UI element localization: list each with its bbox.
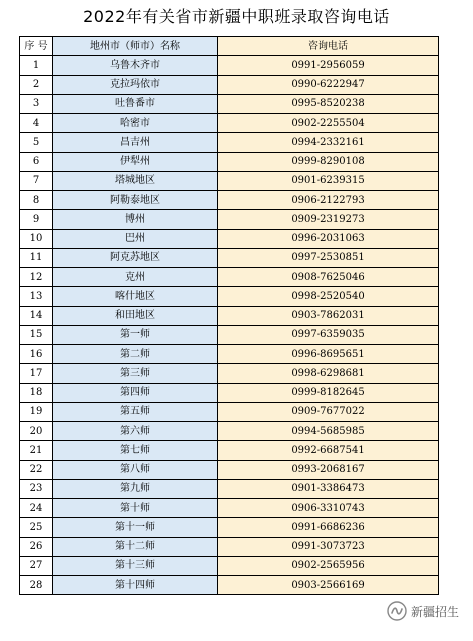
- row-no: 17: [20, 364, 53, 383]
- header-no: 序 号: [20, 37, 53, 56]
- row-no: 15: [20, 325, 53, 344]
- row-phone: 0996-8695651: [218, 345, 439, 364]
- table-row: [20, 287, 439, 306]
- table-row: [20, 345, 439, 364]
- table-row: [20, 75, 439, 94]
- row-region: 第四师: [53, 383, 218, 402]
- row-region: 第九师: [53, 479, 218, 498]
- row-phone: 0997-2530851: [218, 248, 439, 267]
- row-no: 8: [20, 191, 53, 210]
- row-no: 11: [20, 248, 53, 267]
- row-region: 伊犁州: [53, 152, 218, 171]
- row-region: 博州: [53, 210, 218, 229]
- row-no: 12: [20, 268, 53, 287]
- row-region: 第七师: [53, 441, 218, 460]
- row-phone: 0993-2068167: [218, 460, 439, 479]
- row-no: 22: [20, 460, 53, 479]
- table-row: [20, 56, 439, 75]
- row-phone: 0909-7677022: [218, 402, 439, 421]
- row-region: 阿勒泰地区: [53, 191, 218, 210]
- row-region: 吐鲁番市: [53, 94, 218, 113]
- row-no: 13: [20, 287, 53, 306]
- table-row: [20, 402, 439, 421]
- row-region: 克拉玛依市: [53, 75, 218, 94]
- row-no: 24: [20, 499, 53, 518]
- row-region: 第十师: [53, 499, 218, 518]
- table-row: [20, 133, 439, 152]
- row-no: 9: [20, 210, 53, 229]
- table-row: [20, 306, 439, 325]
- table-row: [20, 248, 439, 267]
- table-row: [20, 364, 439, 383]
- row-region: 第六师: [53, 422, 218, 441]
- row-region: 第三师: [53, 364, 218, 383]
- table-row: [20, 94, 439, 113]
- row-phone: 0999-8290108: [218, 152, 439, 171]
- row-region: 巴州: [53, 229, 218, 248]
- row-region: 第十一师: [53, 518, 218, 537]
- row-region: 乌鲁木齐市: [53, 56, 218, 75]
- row-no: 23: [20, 479, 53, 498]
- row-phone: 0906-3310743: [218, 499, 439, 518]
- row-phone: 0906-2122793: [218, 191, 439, 210]
- row-no: 18: [20, 383, 53, 402]
- row-region: 第十二师: [53, 537, 218, 556]
- row-no: 4: [20, 114, 53, 133]
- row-phone: 0903-7862031: [218, 306, 439, 325]
- row-region: 克州: [53, 268, 218, 287]
- row-no: 7: [20, 171, 53, 190]
- row-phone: 0991-2956059: [218, 56, 439, 75]
- row-phone: 0995-8520238: [218, 94, 439, 113]
- table-row: [20, 441, 439, 460]
- table-row: [20, 518, 439, 537]
- row-phone: 0997-6359035: [218, 325, 439, 344]
- row-region: 塔城地区: [53, 171, 218, 190]
- row-region: 第十三师: [53, 556, 218, 575]
- table-row: [20, 210, 439, 229]
- row-region: 昌吉州: [53, 133, 218, 152]
- row-phone: 0991-3073723: [218, 537, 439, 556]
- row-no: 10: [20, 229, 53, 248]
- row-phone: 0998-2520540: [218, 287, 439, 306]
- table-row: [20, 556, 439, 575]
- row-region: 阿克苏地区: [53, 248, 218, 267]
- row-phone: 0990-6222947: [218, 75, 439, 94]
- row-phone: 0901-3386473: [218, 479, 439, 498]
- row-no: 21: [20, 441, 53, 460]
- table-row: [20, 114, 439, 133]
- table-row: [20, 325, 439, 344]
- row-region: 喀什地区: [53, 287, 218, 306]
- row-no: 16: [20, 345, 53, 364]
- row-no: 6: [20, 152, 53, 171]
- row-region: 第五师: [53, 402, 218, 421]
- table-row: [20, 537, 439, 556]
- row-no: 2: [20, 75, 53, 94]
- row-phone: 0991-6686236: [218, 518, 439, 537]
- row-no: 28: [20, 576, 53, 595]
- watermark: [387, 599, 459, 623]
- table-row: [20, 191, 439, 210]
- table-row: [20, 383, 439, 402]
- row-region: 第一师: [53, 325, 218, 344]
- table-row: [20, 268, 439, 287]
- row-no: 27: [20, 556, 53, 575]
- row-phone: 0902-2565956: [218, 556, 439, 575]
- row-no: 26: [20, 537, 53, 556]
- table-row: [20, 576, 439, 595]
- row-phone: 0903-2566169: [218, 576, 439, 595]
- row-region: 第十四师: [53, 576, 218, 595]
- table-row: [20, 229, 439, 248]
- table-row: [20, 460, 439, 479]
- row-no: 25: [20, 518, 53, 537]
- row-phone: 0992-6687541: [218, 441, 439, 460]
- row-phone: 0909-2319273: [218, 210, 439, 229]
- row-phone: 0994-2332161: [218, 133, 439, 152]
- row-phone: 0908-7625046: [218, 268, 439, 287]
- table-row: [20, 171, 439, 190]
- row-no: 5: [20, 133, 53, 152]
- contact-table: [19, 36, 439, 595]
- table-row: [20, 422, 439, 441]
- row-phone: 0998-6298681: [218, 364, 439, 383]
- row-phone: 0902-2255504: [218, 114, 439, 133]
- table-row: [20, 499, 439, 518]
- row-region: 和田地区: [53, 306, 218, 325]
- page-title: 2022年有关省市新疆中职班录取咨询电话: [83, 7, 390, 26]
- row-phone: 0999-8182645: [218, 383, 439, 402]
- header-region: 地州市（师市）名称: [53, 37, 218, 56]
- row-phone: 0994-5685985: [218, 422, 439, 441]
- table-row: [20, 152, 439, 171]
- row-no: 19: [20, 402, 53, 421]
- row-phone: 0996-2031063: [218, 229, 439, 248]
- row-region: 哈密市: [53, 114, 218, 133]
- watermark-text: 新疆招生: [410, 604, 459, 619]
- row-no: 20: [20, 422, 53, 441]
- row-phone: 0901-6239315: [218, 171, 439, 190]
- row-no: 3: [20, 94, 53, 113]
- row-no: 1: [20, 56, 53, 75]
- row-region: 第八师: [53, 460, 218, 479]
- header-phone: 咨询电话: [218, 37, 439, 56]
- wechat-channel-icon: [387, 601, 407, 621]
- table-row: [20, 479, 439, 498]
- table-header-row: [20, 37, 439, 56]
- row-no: 14: [20, 306, 53, 325]
- row-region: 第二师: [53, 345, 218, 364]
